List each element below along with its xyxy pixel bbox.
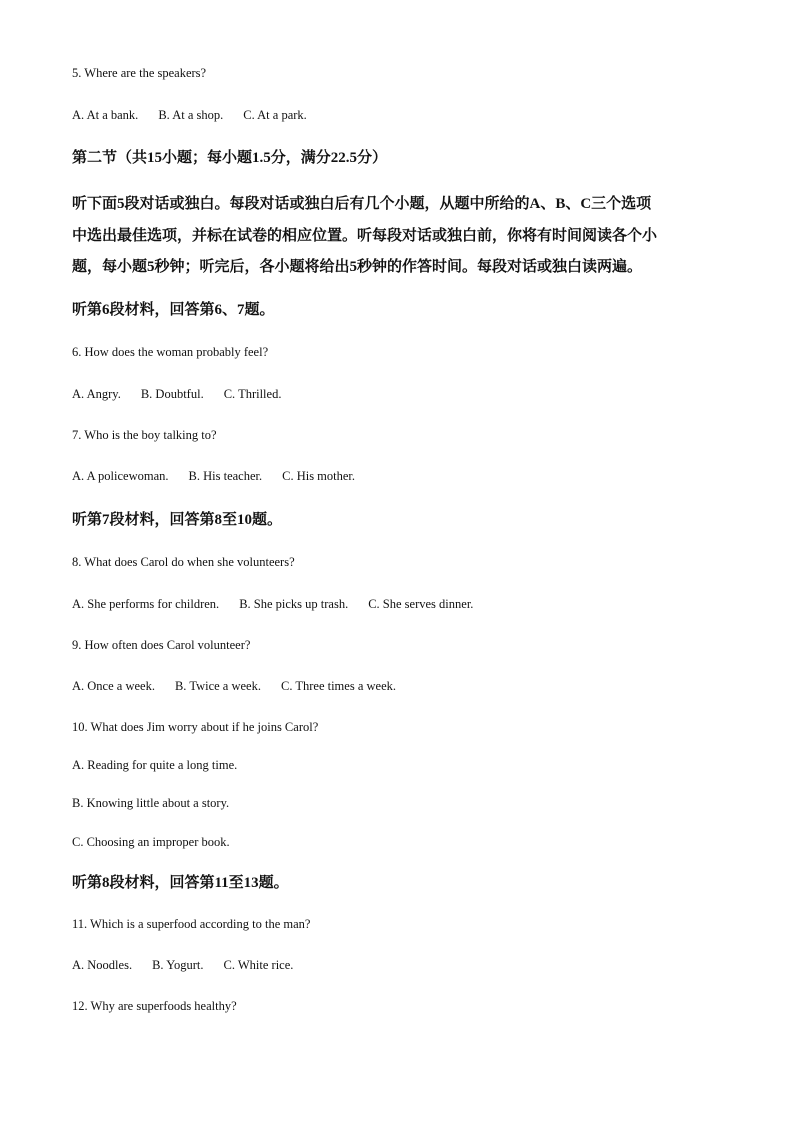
option-b: B. Twice a week. [174, 679, 261, 693]
question-10-option-c: C. Choosing an improper book. [72, 835, 230, 849]
passage-8-header: 听第8段材料，回答第11至13题。 [72, 875, 289, 891]
option-c: C. Three times a week. [280, 679, 396, 693]
question-7: 7. Who is the boy talking to? [72, 428, 217, 442]
question-10-option-b: B. Knowing little about a story. [72, 796, 230, 810]
question-5-options [72, 107, 307, 123]
option-b: B. She picks up trash. [239, 597, 349, 611]
question-7-options [72, 468, 355, 484]
passage-6-header: 听第6段材料，回答第6、7题。 [72, 302, 275, 318]
option-c: C. At a park. [243, 108, 307, 122]
question-6: 6. How does the woman probably feel? [72, 345, 269, 359]
section-2-instructions-line-1: 听下面5段对话或独白。每段对话或独白后有几个小题，从题中所给的A、B、C三个选项 [72, 196, 652, 212]
passage-7-header: 听第7段材料，回答第8至10题。 [72, 512, 283, 528]
option-c: C. Thrilled. [223, 387, 282, 401]
question-10-option-a: A. Reading for quite a long time. [72, 758, 238, 772]
question-11: 11. Which is a superfood according to the man? [72, 917, 311, 931]
question-8-options [72, 596, 473, 612]
question-8: 8. What does Carol do when she volunteers? [72, 555, 295, 569]
question-11-options [72, 957, 293, 973]
option-b: B. Yogurt. [152, 958, 204, 972]
question-9-options [72, 678, 396, 694]
option-a: A. Once a week. [72, 679, 155, 693]
option-c: C. His mother. [282, 469, 356, 483]
option-a: A. Angry. [72, 387, 121, 401]
question-9: 9. How often does Carol volunteer? [72, 638, 251, 652]
option-b: B. At a shop. [158, 108, 224, 122]
section-2-instructions-line-3: 题，每小题5秒钟；听完后，各小题将给出5秒钟的作答时间。每段对话或独白读两遍。 [72, 259, 643, 275]
question-10: 10. What does Jim worry about if he joins Carol? [72, 720, 319, 734]
option-a: A. A policewoman. [72, 469, 169, 483]
option-a: A. At a bank. [72, 108, 139, 122]
option-a: A. Noodles. [72, 958, 133, 972]
question-12: 12. Why are superfoods healthy? [72, 999, 237, 1013]
section-2-header: 第二节（共15小题；每小题1.5分，满分22.5分） [72, 150, 388, 166]
option-c: C. White rice. [223, 958, 294, 972]
option-a: A. She performs for children. [72, 597, 220, 611]
option-b: B. His teacher. [188, 469, 263, 483]
option-c: C. She serves dinner. [368, 597, 474, 611]
option-b: B. Doubtful. [140, 387, 204, 401]
question-5: 5. Where are the speakers? [72, 66, 207, 80]
question-6-options [72, 386, 281, 402]
section-2-instructions-line-2: 中选出最佳选项，并标在试卷的相应位置。听每段对话或独白前，你将有时间阅读各个小 [72, 228, 658, 244]
